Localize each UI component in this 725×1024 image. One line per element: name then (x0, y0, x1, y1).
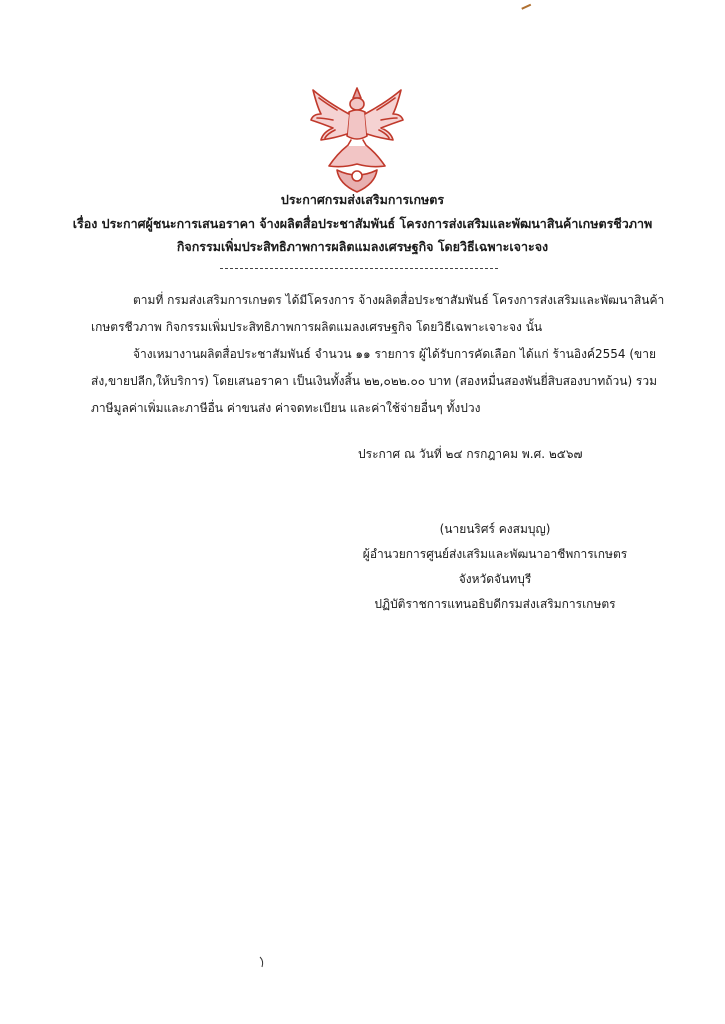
body-paragraph-2-line-2: ส่ง,ขายปลีก,ให้บริการ) โดยเสนอราคา เป็นเงินทั้งสิ้น ๒๒,๐๒๒.๐๐ บาท (สองหมื่นสองพันยี่สิบสองบาทถ้วน) รวม (91, 374, 658, 388)
announcement-subject-line-2: กิจกรรมเพิ่มประสิทธิภาพการผลิตแมลงเศรษฐกิจ โดยวิธีเฉพาะเจาะจง (176, 239, 549, 254)
body-paragraph-2-line-1: จ้างเหมางานผลิตสื่อประชาสัมพันธ์ จำนวน ๑๑ รายการ ผู้ได้รับการคัดเลือก ได้แก่ ร้านอิงค์2554 (ขาย (133, 347, 656, 361)
signatory-position: ผู้อำนวยการศูนย์ส่งเสริมและพัฒนาอาชีพการเกษตร (362, 547, 628, 561)
body-paragraph-1-line-1: ตามที่ กรมส่งเสริมการเกษตร ได้มีโครงการ จ้างผลิตสื่อประชาสัมพันธ์ โครงการส่งเสริมและพัฒนาสินค้า (133, 293, 665, 307)
signatory-acting-on-behalf: ปฏิบัติราชการแทนอธิบดีกรมส่งเสริมการเกษตร (374, 597, 616, 611)
announcement-date: ประกาศ ณ วันที่ ๒๔ กรกฎาคม พ.ศ. ๒๕๖๗ (358, 447, 583, 461)
announcement-subject-line-1: เรื่อง ประกาศผู้ชนะการเสนอราคา จ้างผลิตสื่อประชาสัมพันธ์ โครงการส่งเสริมและพัฒนาสินค้าเกษตรชีวภาพ (72, 216, 653, 231)
stray-pen-mark (258, 955, 270, 969)
body-paragraph-2-line-3: ภาษีมูลค่าเพิ่มและภาษีอื่น ค่าขนส่ง ค่าจดทะเบียน และค่าใช้จ่ายอื่นๆ ทั้งปวง (91, 401, 481, 415)
signatory-name: (นายนริศร์ คงสมบุญ) (439, 522, 551, 536)
corner-ink-mark (519, 0, 531, 10)
separator-line (220, 268, 498, 269)
signatory-province: จังหวัดจันทบุรี (458, 572, 532, 586)
garuda-emblem-icon (307, 84, 407, 196)
body-paragraph-1-line-2: เกษตรชีวภาพ กิจกรรมเพิ่มประสิทธิภาพการผลิตแมลงเศรษฐกิจ โดยวิธีเฉพาะเจาะจง นั้น (91, 320, 543, 334)
announcement-title: ประกาศกรมส่งเสริมการเกษตร (280, 192, 445, 207)
